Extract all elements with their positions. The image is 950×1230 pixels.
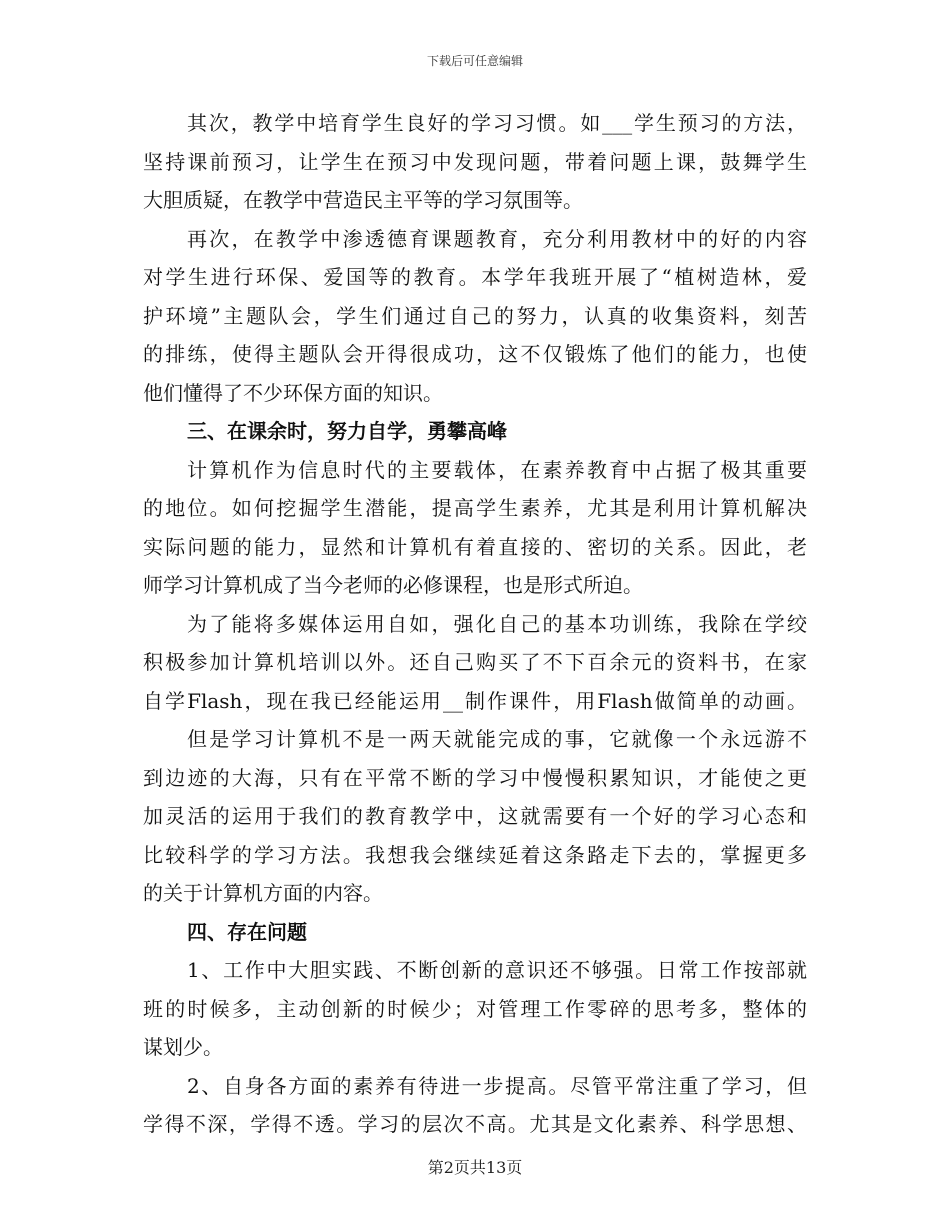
page-header: 下载后可任意编辑 <box>426 54 523 68</box>
text-line: 再次，在教学中渗透德育课题教育，充分利用教材中的好的内容 <box>187 226 807 251</box>
text-line: 但是学习计算机不是一两天就能完成的事，它就像一个永远游不 <box>187 727 807 751</box>
text-line: 护环境”主题队会，学生们通过自己的努力，认真的收集资料，刻苦 <box>143 303 807 328</box>
text-line: 对学生进行环保、爱国等的教育。本学年我班开展了“植树造林，爱 <box>143 265 807 289</box>
page-number: 第2页共13页 <box>427 1158 523 1177</box>
section-heading: 三、在课余时，努力自学，勇攀高峰 <box>187 419 507 443</box>
text-line: 学得不深，学得不透。学习的层次不高。尤其是文化素养、科学思想、 <box>143 1112 807 1136</box>
text-line: 坚持课前预习，让学生在预习中发现问题，带着问题上课，鼓舞学生 <box>143 149 807 174</box>
section-heading: 四、存在问题 <box>187 919 307 944</box>
text-line: 的排练，使得主题队会开得很成功，这不仅锻炼了他们的能力，也使 <box>143 342 807 366</box>
text-line: 班的时候多，主动创新的时候少；对管理工作零碎的思考多，整体的 <box>143 996 807 1021</box>
text-line: 2、自身各方面的素养有待进一步提高。尽管平常注重了学习，但 <box>187 1073 807 1098</box>
text-line: 加灵活的运用于我们的教育教学中，这就需要有一个好的学习心态和 <box>143 804 807 828</box>
text-line: 大胆质疑，在教学中营造民主平等的学习氛围等。 <box>143 188 583 212</box>
text-line: 为了能将多媒体运用自如，强化自己的基本功训练，我除在学绞 <box>187 611 807 636</box>
text-line: 师学习计算机成了当今老师的必修课程，也是形式所迫。 <box>143 573 643 597</box>
text-line: 的地位。如何挖掘学生潜能，提高学生素养，尤其是利用计算机解决 <box>143 496 807 520</box>
text-line: 实际问题的能力，显然和计算机有着直接的、密切的关系。因此，老 <box>143 534 807 559</box>
text-line: 他们懂得了不少环保方面的知识。 <box>143 380 443 405</box>
document-body <box>143 104 807 1144</box>
text-line: 比较科学的学习方法。我想我会继续延着这条路走下去的，掌握更多 <box>143 842 807 867</box>
text-line: 自学Flash，现在我已经能运用__制作课件，用Flash做简单的动画。 <box>143 688 807 713</box>
text-line: 其次，教学中培育学生良好的学习习惯。如___学生预习的方法， <box>187 111 807 135</box>
text-line: 积极参加计算机培训以外。还自己购买了不下百余元的资料书，在家 <box>143 650 807 674</box>
text-line: 1、工作中大胆实践、不断创新的意识还不够强。日常工作按部就 <box>187 958 807 982</box>
text-line: 到边迹的大海，只有在平常不断的学习中慢慢积累知识，才能使之更 <box>143 765 807 790</box>
text-line: 计算机作为信息时代的主要载体，在素养教育中占据了极其重要 <box>187 457 807 482</box>
text-line: 的关于计算机方面的内容。 <box>143 881 383 905</box>
text-line: 谋划少。 <box>143 1035 223 1059</box>
